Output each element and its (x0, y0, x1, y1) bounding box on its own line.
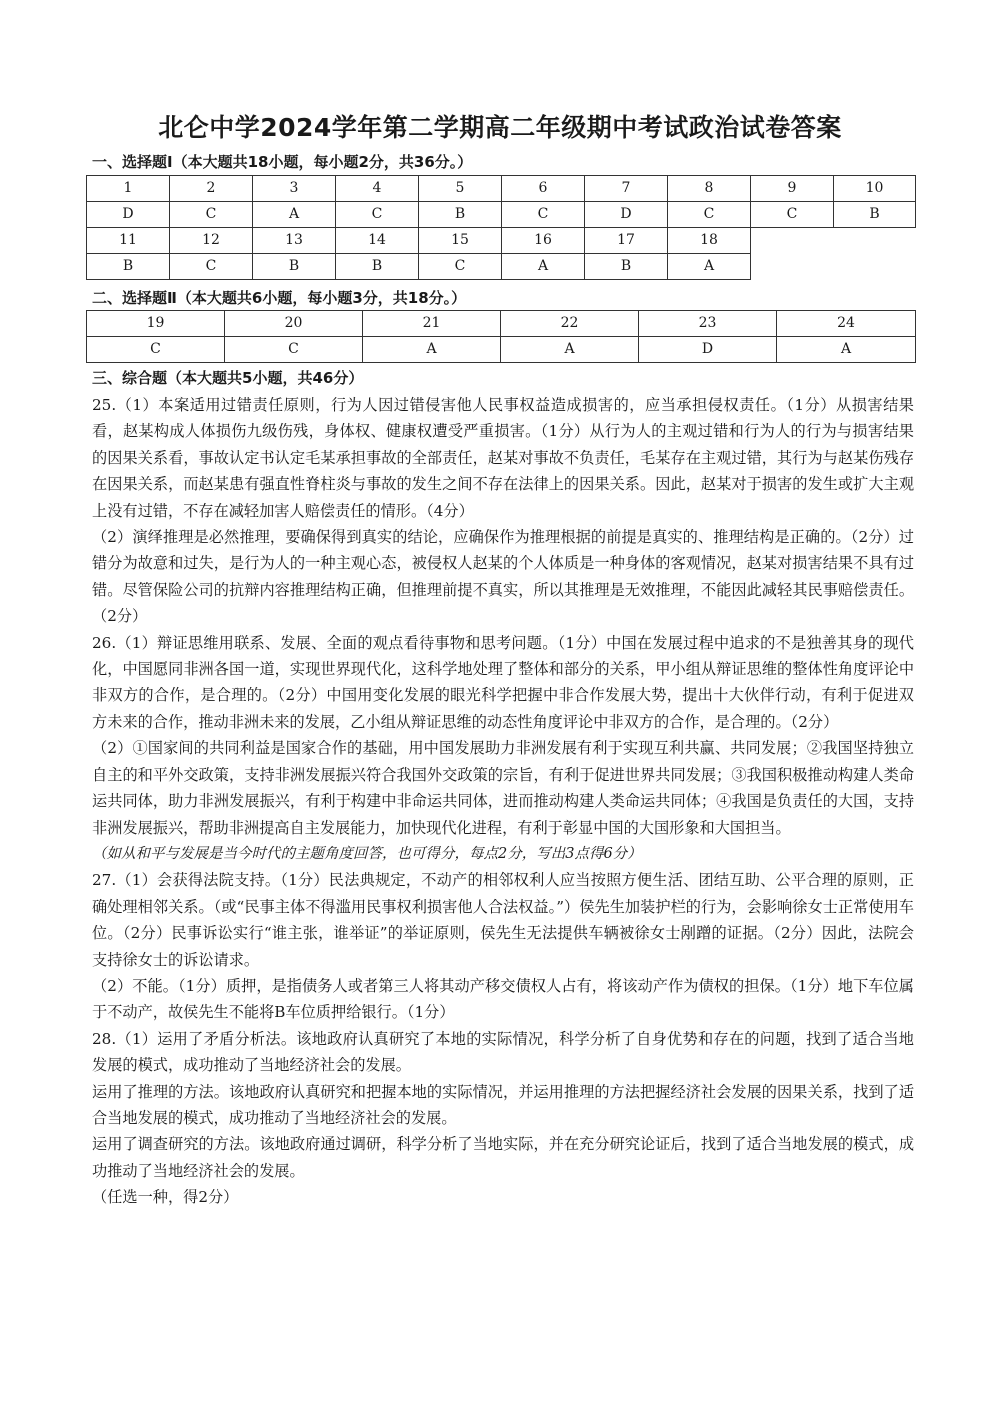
answer-paragraph-28-alt1: 运用了推理的方法。该地政府认真研究和把握本地的实际情况，并运用推理的方法把握经济社会发展的因果关系，找到了适合当地发展的模式，成功推动了当地经济社会的发展。 (92, 1082, 914, 1127)
scoring-note-26: （如从和平与发展是当今时代的主题角度回答，也可得分，每点2分，写出3点得6分） (92, 845, 642, 862)
answer-cell: A (777, 337, 916, 363)
answer-paragraph-28-alt2: 运用了调查研究的方法。该地政府通过调研，科学分析了当地实际，并在充分研究论证后，找到了适合当地发展的模式，成功推动了当地经济社会的发展。 (92, 1135, 914, 1180)
question-number: 21 (363, 311, 501, 337)
answer-cell: B (336, 254, 419, 280)
question-number: 19 (87, 311, 225, 337)
question-number: 3 (253, 176, 336, 202)
question-number: 4 (336, 176, 419, 202)
answer-cell: A (668, 254, 751, 280)
question-number: 6 (502, 176, 585, 202)
section2-numbers (87, 311, 916, 337)
question-number: 8 (668, 176, 751, 202)
question-number: 7 (585, 176, 668, 202)
answer-paragraph-26-1: 26.（1）辩证思维用联系、发展、全面的观点看待事物和思考问题。（1分）中国在发展过程中追求的不是独善其身的现代化，中国愿同非洲各国一道，实现世界现代化，这科学地处理了整体和部分的关系，甲小组从辩证思维的整体性角度评论中非双方的合作，是合理的。（2分）中国用变化发展的眼光科学把握中非合作发展大势，提出十大伙伴行动，有利于促进双方未来的合作，推动非洲未来的发展，乙小组从辩证思维的动态性角度评论中非双方的合作，是合理的。（2分） (92, 633, 914, 731)
question-number: 18 (668, 228, 751, 254)
section2-heading: 二、选择题Ⅱ（本大题共6小题，每小题3分，共18分。） (92, 289, 467, 307)
answer-cell: B (834, 202, 916, 228)
question-number: 23 (639, 311, 777, 337)
answer-cell: A (502, 254, 585, 280)
answer-paragraph-25-2: （2）演绎推理是必然推理，要确保得到真实的结论，应确保作为推理根据的前提是真实的、推理结构是正确的。（2分）过错分为故意和过失，是行为人的一种主观心态，被侵权人赵某的个人体质是一种身体的客观情况，赵某对损害结果不具有过错。尽管保险公司的抗辩内容推理结构正确，但推理前提不真实，所以其推理是无效推理，不能因此减轻其民事赔偿责任。（2分） (92, 528, 914, 626)
answer-cell: C (87, 337, 225, 363)
section1-row2-answers (87, 254, 916, 280)
answer-cell: C (225, 337, 363, 363)
section1-row2-numbers (87, 228, 916, 254)
question-number: 20 (225, 311, 363, 337)
page-title: 北仑中学2024学年第二学期高二年级期中考试政治试卷答案 (158, 113, 842, 142)
section3-heading: 三、综合题（本大题共5小题，共46分） (92, 369, 364, 387)
answer-cell: C (336, 202, 419, 228)
answer-cell: C (170, 202, 253, 228)
answer-paragraph-27-1: 27.（1）会获得法院支持。（1分）民法典规定，不动产的相邻权利人应当按照方便生活、团结互助、公平合理的原则，正确处理相邻关系。（或“民事主体不得滥用民事权利损害他人合法权益。”）侯先生加装护栏的行为，会影响徐女士正常使用车位。（2分）民事诉讼实行“谁主张，谁举证”的举证原则，侯先生无法提供车辆被徐女士剐蹭的证据。（2分）因此，法院会支持徐女士的诉讼请求。 (92, 871, 914, 969)
question-number: 14 (336, 228, 419, 254)
section1-heading: 一、选择题Ⅰ（本大题共18小题，每小题2分，共36分。） (92, 153, 473, 171)
section1-answer-table (86, 175, 916, 280)
section1-row1-numbers (87, 176, 916, 202)
question-number: 13 (253, 228, 336, 254)
question-number: 2 (170, 176, 253, 202)
answer-cell: A (501, 337, 639, 363)
question-number: 1 (87, 176, 170, 202)
answer-cell: B (253, 254, 336, 280)
section2-answer-table (86, 310, 916, 363)
question-number: 22 (501, 311, 639, 337)
section3-body (92, 392, 914, 1211)
question-number: 12 (170, 228, 253, 254)
question-number: 24 (777, 311, 916, 337)
answer-cell: B (419, 202, 502, 228)
empty-cell (751, 228, 916, 254)
question-number: 15 (419, 228, 502, 254)
answer-cell: D (639, 337, 777, 363)
answer-cell: C (170, 254, 253, 280)
empty-cell (751, 254, 916, 280)
answer-cell: B (87, 254, 170, 280)
answer-cell: A (253, 202, 336, 228)
question-number: 9 (751, 176, 834, 202)
answer-cell: A (363, 337, 501, 363)
answer-cell: D (87, 202, 170, 228)
answer-cell: B (585, 254, 668, 280)
question-number: 16 (502, 228, 585, 254)
answer-paragraph-28-1: 28.（1）运用了矛盾分析法。该地政府认真研究了本地的实际情况，科学分析了自身优势和存在的问题，找到了适合当地发展的模式，成功推动了当地经济社会的发展。 (92, 1029, 914, 1075)
answer-cell: C (751, 202, 834, 228)
question-number: 5 (419, 176, 502, 202)
section2-answers (87, 337, 916, 363)
answer-cell: D (585, 202, 668, 228)
question-number: 10 (834, 176, 916, 202)
answer-paragraph-25-1: 25.（1）本案适用过错责任原则，行为人因过错侵害他人民事权益造成损害的，应当承担侵权责任。（1分）从损害结果看，赵某构成人体损伤九级伤残，身体权、健康权遭受严重损害。（1分）从行为人的主观过错和行为人的行为与损害结果的因果关系看，事故认定书认定毛某承担事故的全部责任，赵某对事故不负责任，毛某存在主观过错，其行为与赵某伤残存在因果关系，而赵某患有强直性脊柱炎与事故的发生之间不存在法律上的因果关系。因此，赵某对于损害的发生或扩大主观上没有过错，不存在减轻加害人赔偿责任的情形。（4分） (92, 396, 914, 520)
answer-paragraph-27-2: （2）不能。（1分）质押，是指债务人或者第三人将其动产移交债权人占有，将该动产作为债权的担保。（1分）地下车位属于不动产，故侯先生不能将B车位质押给银行。（1分） (92, 976, 914, 1022)
answer-paragraph-26-2: （2）①国家间的共同利益是国家合作的基础，用中国发展助力非洲发展有利于实现互利共赢、共同发展；②我国坚持独立自主的和平外交政策，支持非洲发展振兴符合我国外交政策的宗旨，有利于促进世界共同发展；③我国积极推动构建人类命运共同体，助力非洲发展振兴，有利于构建中非命运共同体，进而推动构建人类命运共同体；④我国是负责任的大国，支持非洲发展振兴，帮助非洲提高自主发展能力，加快现代化进程，有利于彰显中国的大国形象和大国担当。 (92, 739, 914, 837)
answer-cell: C (502, 202, 585, 228)
answer-cell: C (668, 202, 751, 228)
question-number: 17 (585, 228, 668, 254)
answer-cell: C (419, 254, 502, 280)
question-number: 11 (87, 228, 170, 254)
section1-row1-answers (87, 202, 916, 228)
scoring-note-28: （任选一种，得2分） (92, 1188, 239, 1207)
